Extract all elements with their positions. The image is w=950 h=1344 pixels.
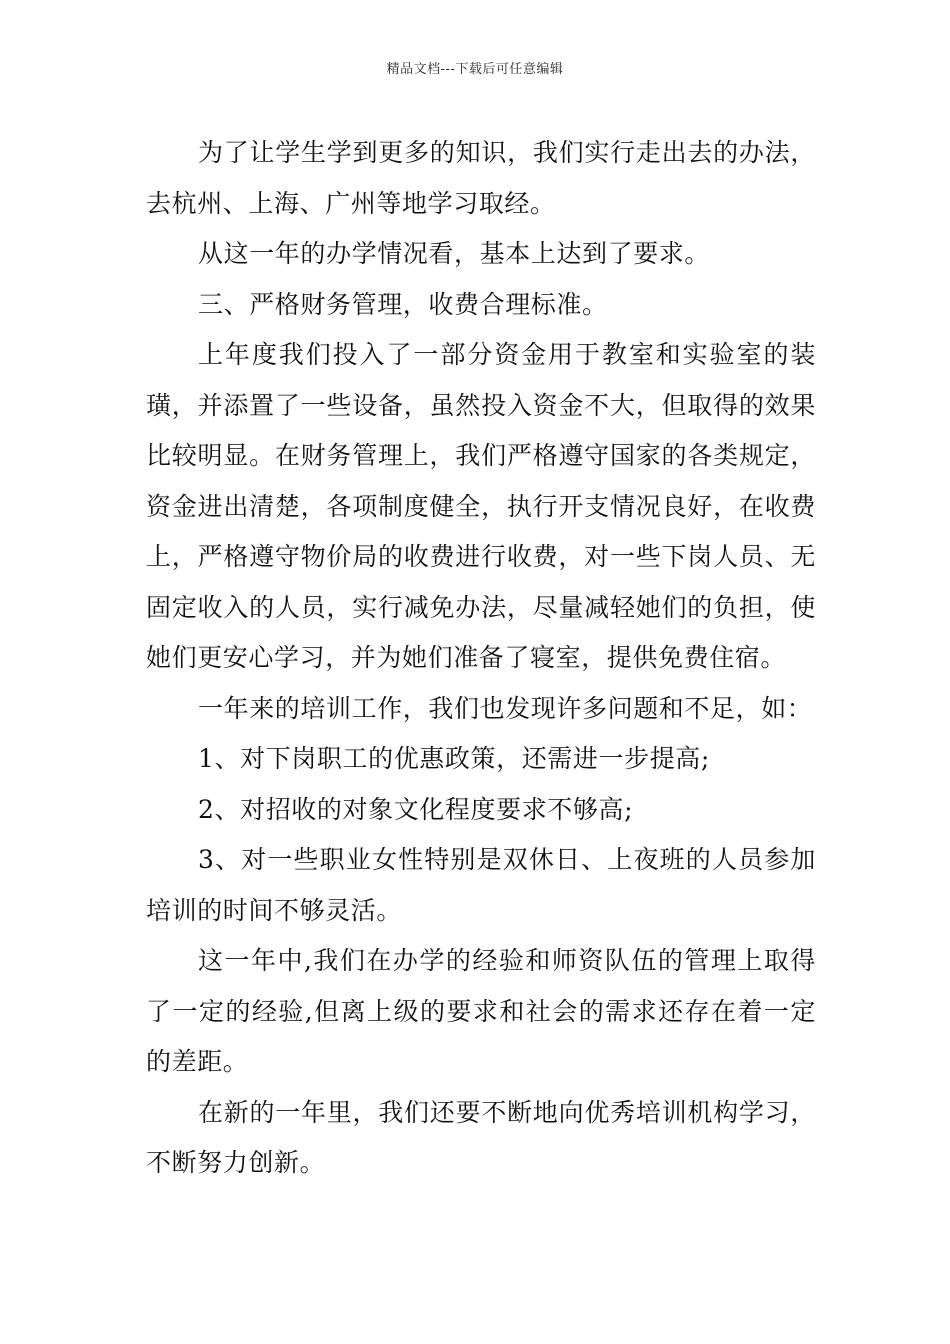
paragraph-problems-intro: 一年来的培训工作，我们也发现许多问题和不足，如： [198,693,813,723]
problem-item-2: 2、对招收的对象文化程度要求不够高; [198,794,634,824]
document-header: 精品文档---下载后可任意编辑 [386,62,564,77]
paragraph-results: 从这一年的办学情况看，基本上达到了要求。 [198,239,711,268]
problem-item-3: 3、对一些职业女性特别是双休日、上夜班的人员参加培训的时间不够灵活。 [146,845,816,925]
paragraph-study-trips: 为了让学生学到更多的知识，我们实行走出去的办法，去杭州、上海、广州等地学习取经。 [146,138,816,218]
paragraph-finance: 上年度我们投入了一部分资金用于教室和实验室的装璜，并添置了一些设备，虽然投入资金不大，但取得的效果比较明显。在财务管理上，我们严格遵守国家的各类规定，资金进出清楚，各项制度健全，执行开支情况良好，在收费上，严格遵守物价局的收费进行收费，对一些下岗人员、无固定收入的人员，实行减免办法，尽量减轻她们的负担，使她们更安心学习，并为她们准备了寝室，提供免费住宿。 [146,340,816,672]
document-body [146,128,816,1189]
paragraph-summary: 这一年中,我们在办学的经验和师资队伍的管理上取得了一定的经验,但离上级的要求和社会的需求还存在着一定的差距。 [146,946,816,1076]
problem-item-1: 1、对下岗职工的优惠政策，还需进一步提高; [198,744,710,773]
paragraph-outlook: 在新的一年里，我们还要不断地向优秀培训机构学习，不断努力创新。 [146,1097,816,1177]
section-heading-finance: 三、严格财务管理，收费合理标准。 [198,289,608,319]
